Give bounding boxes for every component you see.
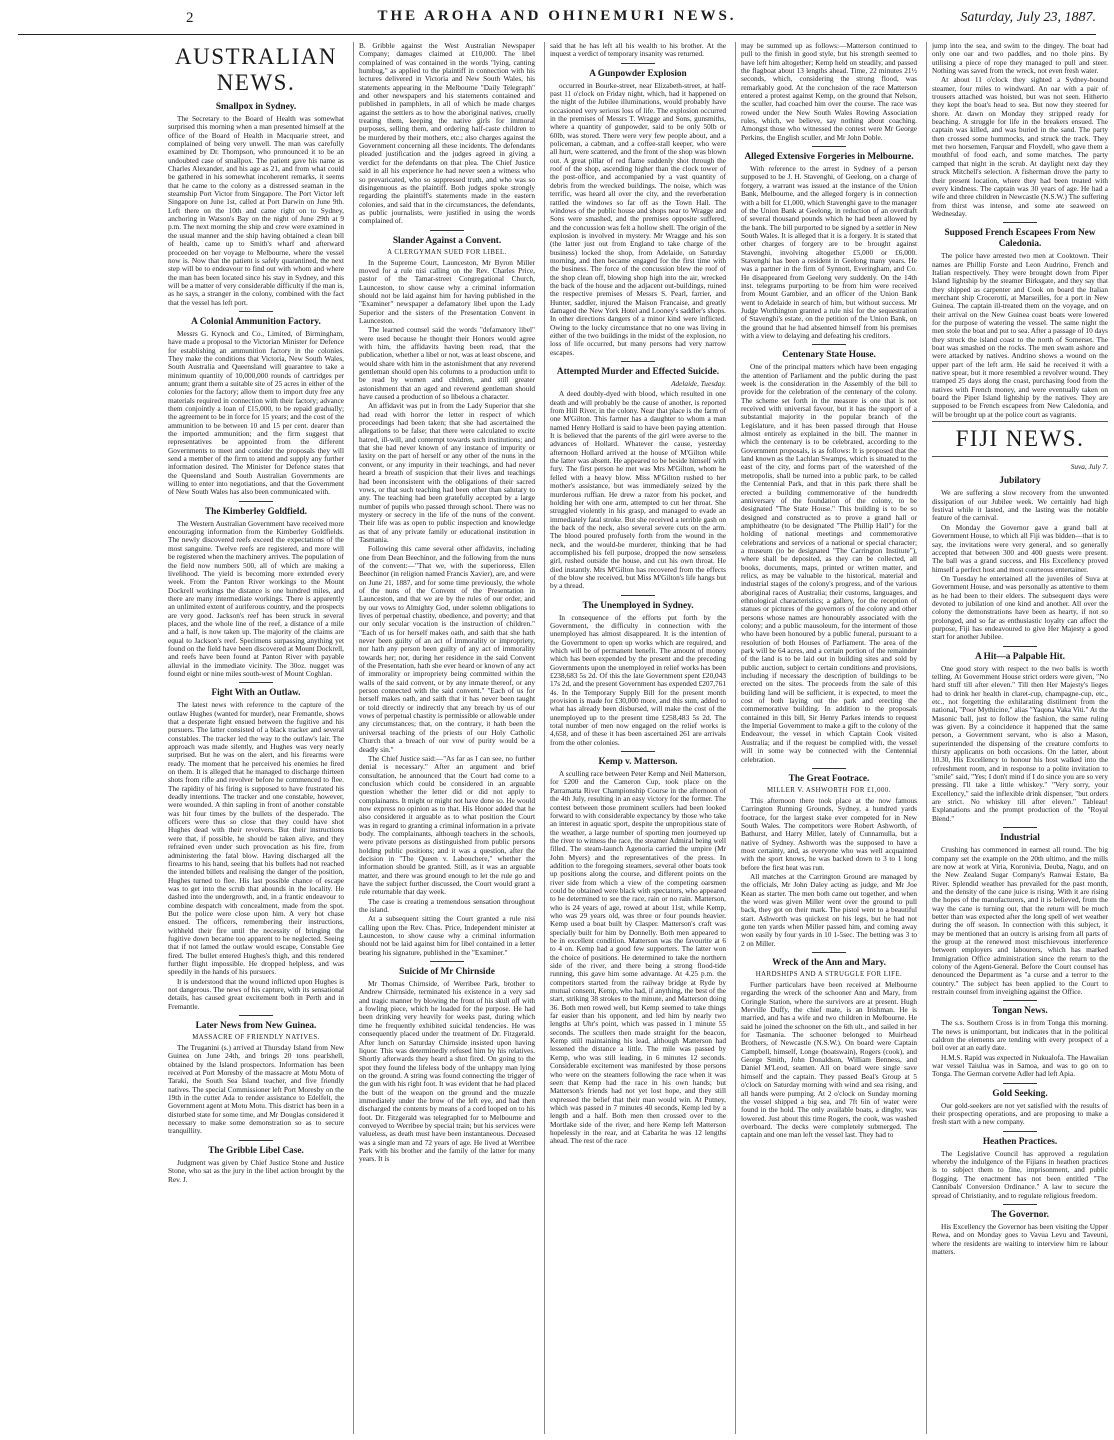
- column-1: [168, 42, 344, 1434]
- column-rule: [926, 42, 927, 1434]
- article-headline: Jubilatory: [999, 476, 1041, 487]
- article-paragraph: The Truganini (s.) arrived at Thursday Island from New Guinea on June 24th, and brings 20 tons pearlshell, obtained by the Island prospectors. Information has been received at Port Moresby of the massacre at Motu Motu of Taraki, the South Sea Island teacher, and five friendly natives. The special Commissioner left Port Moresby on the 19th in the cutter Ada to render assistance to Edelfelt, the Government agent at Motu Motu. This district has been in a disturbed state for some time, and Mr Douglas considered it necessary to make some demonstration so as to secure tranquillity.: [168, 1043, 344, 1136]
- article-subheadline: MILLER V. ASHWORTH FOR £1,000.: [766, 786, 892, 794]
- article-headline: Suicide of Mr Chirnside: [399, 967, 495, 978]
- article-paragraph: The Chief Justice said:—"As far as I can see, no further denial is necessary." After an argument and brief consultation, he announced that the Court had come to a conclusion which could be considered in an arguable question whether the letter did or did not apply to complainants. It might or might not have done so. He would now express no opinion as to that. His Honor added that he also considered it arguable as to what position the Court was in regard to granting a criminal information in a private body. The complainants, although teachers in the schools, were private persons as distinguished from public persons holding public positions; and it was a question, after the decision in "The Queen v. Labouchere," whether the information should be granted. Still, as it was an arguable matter, and there was ground enough to let the rule go and have the subject further discussed, the Court would grant a rule returnable that day week.: [359, 753, 535, 897]
- article-paragraph: B. Gribble against the West Australian Newspaper Company; damages claimed at £10,000. The libel complained of was contained in the words "lying, canting humbug," as applied to the plaintiff in connection with his lectures delivered in Victoria and New South Wales, his statements appearing in the Melbourne "Daily Telegraph" and other newspapers and his statements contained and published in pamphlets, in all of which he made charges against the settlers as to how the aboriginal natives, cruelly treating them, keeping the native girls for immoral purposes, selling them, and ordering half-caste children to be murdered by their mothers, etc.; also charges against the Government concerning all these incidents. The defendants pleaded justification and the judges agreed in giving a verdict for the defendants on that plea. The Chief Justice said in all his experience he had never seen a witness who so prevaricated, who so suppressed truth, and who was so disingenuous as the plaintiff. Both judges spoke strongly regarding the plaintiff's statements made in the eastern colonies, and said that in the circumstances, the defendants, as public journalists, were justified in using the words complained of.: [359, 42, 535, 226]
- column-4: [741, 42, 917, 1434]
- article-divider: [1003, 646, 1037, 647]
- article-paragraph: The case is creating a tremendous sensation throughout the island.: [359, 896, 535, 915]
- article-paragraph: It is understood that the wound inflicted upon Hughes is not dangerous. The news of his capture, with its sensational details, has caused great excitement both in Perth and in Fremantle.: [168, 976, 344, 1011]
- article-divider: [239, 1015, 273, 1016]
- article-divider: [621, 361, 655, 362]
- article-headline: Fight With an Outlaw.: [211, 688, 301, 699]
- article-paragraph: At a subsequent sitting the Court granted a rule nisi calling upon the Rev. Chas. Price, Independent minister at Launceston, to show cause why a criminal information should not be laid against him for libel contained in a letter bearing his signature, published in the "Examiner.": [359, 914, 535, 957]
- article-paragraph: In consequence of the efforts put forth by the Government, the difficulty in connection with the unemployed has almost disappeared. It is the intention of the Government to open up works which are required, and which will be of permanent benefit. The amount of money which has been expended by the present and the preceding Governments upon the unemployed in relief works has been £238,683 5s 2d. Of this the late Government spent £20,043 17s 2d, and the present Government has expended £207,761 4s. In the Temporary Supply Bill for the present month provision is made for £30,000 more, and this sum, added to what has already been disbursed, will make the cost of the unemployed up to the present time £258,483 5s 2d. The total number of men now engaged on the relief works is 4,658, and of these it has been ascertained 261 are arrivals from the other colonies.: [550, 612, 726, 747]
- article-headline: Gold Seeking.: [992, 1088, 1048, 1099]
- article-paragraph: The latest news with reference to the capture of the outlaw Hughes (wanted for murder), near Fremantle, shows that a desperate fight ensued between the fugitive and his pursuers. The latter consisted of a black tracker and several constables. The tracker led the way to the outlaw's lair. The approach was made silently, and Hughes was very nearly surprised. But he was on the alert, and his firearms were ready. The moment that he perceived his enemies he fired on them. It is alleged that he managed to discharge thirteen shots from rifle and revolver before he commenced to flee. The rapidity of his firing is supposed to have frustrated his deadly intentions. The tracker and one constable, however, were wounded. A thin sapling in front of another constable was hit four times by the bullets of the desperado. The officers were thus so close that they could have shot Hughes dead with their revolvers. But their instructions were that, if possible, he should be taken alive, and they refrained even under such provocation as his fire, from administering the fatal blow. Having discharged all the firearms to his hand, seeing that his bullets had not reached the intended billets and realising the danger of the position, Hughes turned to flee. His last possible chance of escape was to get into the scrub that abounds in the locality. He dashed into the undergrowth, and, in a frantic endeavour to combine despatch with concealment, made from the spot. But the police were close upon him. A very hot chase ensued. The officers, remembering their instructions, withheld their fire until the necessity of bringing the fugitive down became too apparent to be neglected. Seeing that if not lamed the outlaw would escape, Constable Gee fired. The bullet entered Hughes's thigh, and this rendered further flight impossible. He dropped helpless, and was speedily in the hands of his pursuers.: [168, 700, 344, 977]
- article-divider: [621, 63, 655, 64]
- article-headline: Alleged Extensive Forgeries in Melbourne.: [744, 152, 914, 163]
- article-divider: [1003, 1131, 1037, 1132]
- article-headline: The Kimberley Goldfield.: [204, 506, 307, 517]
- article-divider: [239, 311, 273, 312]
- article-divider: [239, 682, 273, 683]
- dateline: Adelaide, Tuesday.: [671, 379, 726, 389]
- article-divider: [1003, 827, 1037, 828]
- article-paragraph: An affidavit was put in from the Lady Superior that she had read with horror the letter in respect of which proceedings had been taken; that she had ascertained the allegations to be false; that there were calculated to excite hatred, ill-will, and contempt towards such institutions; and that she had never known of any instance of impurity or laxity on the part of herself or any other of the nuns in the convent, or any impurity in their teachings, and had never heard a breath of suspicion that their lives and teachings had been inconsistent with the obligations of their sacred vows, or that such teaching had been other than salutary to any. The teaching had been gratefully accepted by a large number of pupils who passed through school. There was no mystery or secrecy in the life of the nuns of the convent. Their life was as open to public inspection and knowledge as that of any private family or educational institution in Tasmania.: [359, 401, 535, 544]
- article-paragraph: The Secretary to the Board of Health was somewhat surprised this morning when a man presented himself at the office of the Board of Health in Macquarie street, and complained of being very unwell. The man was carefully examined by Dr. Thompson, who pronounced it to be an undoubted case of smallpox. The patient gave his name as Charles Alexander, and his age as 21, and from what could be gathered in his somewhat incoherent remarks, it seems that he came to the colony as a distressed seaman in the steamship Port Victor from Singapore. The Port Victor left Singapore on June 1st, called at Port Darwin on June 9th. Left there on the 10th and came right on to Sydney, anchoring in Watson's Bay on the night of June 29th at 9 p.m. The next morning the ship and crew were examined in the usual manner and the ship having obtained a clean bill of health, came up to Smith's wharf and afterward proceeded on her voyage to Melbourne, where the vessel now is. Now that the patient is safely quarantined, the next step will be to endeavour to find out with whom and where the man has been located since his stay in Sydney, and this will be a matter of very considerable difficulty if the man is, as he says, a stranger in the colony, combined with the fact that the vessel has left port.: [168, 114, 344, 307]
- article-divider: [239, 501, 273, 502]
- article-divider: [1003, 222, 1037, 223]
- article-paragraph: Crushing has commenced in earnest all round. The big company set the example on the 20th ultimo, and the mills are now at work at Viria, Koronivia, Deuba, Nagu, and on the New Zealand Sugar Company's Ranwai Estate, Ba River. Splendid weather has prevailed for the past month, and the density of the cane juice is rising. With it are rising the hopes of the manufacturers, and it is believed, from the way the cane is turning out, that the return will be much better than was expected after the long spell of wet weather during the off season. In connection with this subject, it may be mentioned that an outcry is arising from all parts of the group at the renewed most mischievous interference between employers and labourers, which has marked Immigration Office administration since the return to the colony of the Agent-General. Before the Court counsel has denounced the Department as "a curse and a terror to the country." The subject has been applied to the Court to restrain counsel from inveighing against the Office.: [932, 845, 1108, 996]
- column-rule: [353, 42, 354, 1434]
- article-paragraph: One good story with respect to the two balls is worth telling. At Government House strict orders were given, "No hard stuff till after eleven." Till then Her Majesty's lieges had to drink her health in claret-cup, champagne-cup, etc., etc., not forgetting the exhilarating distilment from the national, "Poor Mythicine," alias "Yaqona Vaka Viti." At the Masonic ball, just to follow the fashion, the same ruling was given. By a coincidence it happened that the same person, a Government servant, who is also a Mason, superintended the dispensing of the creature comforts to thirsty applicants on both occasions. On the latter, about 10.30, His Excellency to honour his host walked into the refreshment room, and in response to a polite invitation to "smile" said, "Yes; I don't mind if I do since you are so very pressing. I'll take a little whiskey." "Very sorry, your Excellency," said the inflexible drink dispenser, "but orders are strict. No whiskey till after eleven." Tableau! Explanations and the prompt production of the "Royal Blend.": [932, 663, 1108, 823]
- column-rule: [735, 42, 736, 1434]
- article-divider: [621, 751, 655, 752]
- article-subheadline: HARDSHIPS AND A STRUGGLE FOR LIFE.: [755, 971, 903, 979]
- article-divider: [812, 146, 846, 147]
- article-divider: [812, 344, 846, 345]
- article-headline: The Governor.: [990, 1209, 1050, 1220]
- article-paragraph: A deed doubly-dyed with blood, which resulted in one death and will probably be the cause of another, is reported from Hill River, in the colony. Near that place is the farm of one M'Gilton. This farmer has a daughter to whom a man named Henry Hollard is said to have been paying attention. It is believed that the parents of the girl were averse to the advances of Hollard. Whatever the cause, yesterday afternoon Hollard arrived at the house of M'Gilton while the latter was absent. He appeared to be beside himself with fury. The first person he met was Mrs M'Gilton, whom he felled with a heavy blow. Miss M'Gilton rushed to her mother's assistance, but was immediately seized by the murderous ruffian. He drew a razor from his pocket, and holding her with one arm, attempted to cut her throat. She struggled violently in his grasp, and managed to evade an immediately fatal stroke. But she received a terrible gash on the back of the neck, also several severe cuts on the arm. The blood poured profusely forth from the wound in the neck, and the would-be murderer, thinking that he had accomplished his fell purpose, dropped the now senseless girl, rushed outside the house, and cut his own throat. He died instantly. Mrs M'Gilton has recovered from the effects of the blow she received, but Miss M'Gilton's life hangs but by a thread.: [550, 389, 726, 591]
- article-divider: [430, 961, 464, 962]
- article-headline: A Colonial Ammunition Factory.: [191, 316, 321, 327]
- article-paragraph: On Monday the Governor gave a grand ball at Government House, to which all Fiji was bidden—that is to say, the invitations were very general, and so generally accepted that between 300 and 400 guests were present. The ball was a grand success, and His Excellency proved himself a perfect host and most courteous entertainer.: [932, 522, 1108, 574]
- article-headline: Centenary State House.: [782, 350, 876, 361]
- section-heading: FIJI NEWS.: [932, 421, 1108, 457]
- page-number: 2: [186, 10, 194, 26]
- article-divider: [239, 1140, 273, 1141]
- column-3: [550, 42, 726, 1434]
- article-paragraph: On Tuesday he entertained all the juveniles of Suva at Government House, and was personally as attentive to them as he had been to their elders. The subsequent days were devoted to jubilation of one kind and another. All over the colony the demonstrations have been as hearty, if not so prolonged, and so far as enthusiastic loyalty can affect the purpose, Fiji has endeavoured to give Her Majesty a good start for another Jubilee.: [932, 573, 1108, 642]
- article-headline: The Great Footrace.: [788, 773, 870, 784]
- article-divider: [812, 952, 846, 953]
- article-headline: Slander Against a Convent.: [392, 235, 502, 246]
- article-divider: [430, 230, 464, 231]
- article-paragraph: We are suffering a slow recovery from the unwonted dissipation of our Jubilee week. We certainly had high festival while it lasted, and the lasting was the notable feature of the carnival.: [932, 488, 1108, 523]
- issue-date: Saturday, July 23, 1887.: [960, 10, 1096, 25]
- article-paragraph: In the Supreme Court, Launceston, Mr Byron Miller moved for a rule nisi calling on the Rev. Charles Price, pastor of the Tamar-street Congregational Church, Launceston, to show cause why a criminal information should not be laid against him for having published in the "Examiner" newspaper a defamatory libel upon the Lady Superior and the sisters of the Presentation Convent in Launceston.: [359, 257, 535, 325]
- article-headline: Smallpox in Sydney.: [215, 102, 297, 112]
- article-paragraph: Judgment was given by Chief Justice Stone and Justice Stone, who sat as the jury in the libel action brought by the Rev. J.: [168, 1157, 344, 1184]
- article-paragraph: The learned counsel said the words "defamatory libel" were used because he thought their Honors would agree with him, the affidavits having been read, that the publication, whether a libel or not, was at least obscene, and would share with him in the astonishment that any reverend gentleman should open his columns to a production unfit to be read by women and children, and still greater astonishment that an aged and reverend gentleman should have caused a production of so libelous a character.: [359, 325, 535, 402]
- article-subheadline: MASSACRE OF FRIENDLY NATIVES.: [192, 1034, 320, 1042]
- newspaper-columns: [168, 42, 1106, 1434]
- column-2: [359, 42, 535, 1434]
- article-paragraph: The Legislative Council has approved a regulation whereby the indulgence of the Fijians in heathen practices is to subject them to fine, imprisonment, and public flogging. The enactment has not been entitled "The Cannibals' Conversion Ordinance." A law to secure the spread of Christianity, and to regulate religious freedom.: [932, 1148, 1108, 1200]
- article-headline: Tongan News.: [992, 1006, 1048, 1017]
- article-paragraph: may be summed up as follows:—Matterson continued to pull to the finish in good style, but his strength seemed to have left him altogether; Kemp held on steadily, and passed the flagboat about 13 lengths ahead. Time, 22 minutes 21½ seconds, which, considering the strong flood, was remarkably good. At the conclusion of the race Matterson entered a protest against Kemp, on the ground that Nelson, the sculler, had coached him over the course. The race was rowed under the New South Wales Rowing Association rules, which, we believe, say nothing about coaching. Amongst those who witnessed the contest were Mr George Perkins, the English sculler, and Mr John Doble.: [741, 42, 917, 142]
- article-paragraph: Following this came several other affidavits, including one from Dean Beechinor, and the following from the nuns of the convent:—"That we, with the superioress, Ellen Beechinor (in religion named Francis Xavier), are, and were on June 21, 1887, and for some time previously, the whole of the nuns of the Convent of the Presentation in Launceston, and that we are by the rules of our order, and by our vows to Almighty God, under solemn obligations to lives of perpetual chastity, obedience, and poverty; and that our only secular vocation is the instruction of children." "Each of us for herself makes oath, and saith that she hath never been guilty of an act of immorality or impropriety, nor hath any person been guilty of any act of immorality towards her; nor, during her residence in the said Convent of the Presentation, hath she ever heard or known of any act of immorality or impropriety being committed within the walls of the said convent, or by any inmate thereof, or any person connected with the said convent." "Each of us for herself makes oath, and saith that it has never been taught or told directly or indirectly that any breach by us of our vows of perpetual chastity is permissible or allowable under any circumstances; that, on the contrary, it hath been the universal teaching of the priests of our Holy Catholic Church that a breach of our vow of purity would be a deadly sin.": [359, 544, 535, 754]
- article-headline: Heathen Practices.: [982, 1136, 1058, 1147]
- article-paragraph: His Excellency the Governor has been visiting the Upper Rewa, and on Monday goes to Vavua Levu and Taveuni, where the residents are waiting to interview him re labour matters.: [932, 1221, 1108, 1256]
- article-headline: Later News from New Guinea.: [195, 1021, 317, 1032]
- article-divider: [1003, 1083, 1037, 1084]
- article-headline: A Gunpowder Explosion: [589, 68, 687, 79]
- article-paragraph: jump into the sea, and swim to the dingey. The boat had only one oar and two paddles, and no thole pins. By utilising a piece of rope they managed to pull and steer. Nothing was saved from the wreck, not even fresh water.: [932, 42, 1108, 76]
- article-paragraph: Our gold-seekers are not yet satisfied with the results of their prospecting operations, and are proposing to make a fresh start with a new company.: [932, 1100, 1108, 1127]
- article-paragraph: One of the principal matters which have been engaging the attention of Parliament and the public during the past week is the consideration in the Assembly of the bill to provide for the celebration of the centenary of the colony. The scheme set forth in the measure is one that is not received with universal favour, but it has the support of a substantial majority in the popular branch of the Legislature, and it has been passed through that House almost entirely as explained in the bill. The manner in which the centenary is to be celebrated, according to the Government proposals, is as follows: It is proposed that the land known as the Lachlan Swamps, which is situated to the east of the city, and forms part of the watershed of the metropolis, shall be turned into a public park, to be called the Centennial Park, and that in this park there shall be erected a building commemorative of the hundredth anniversary of the foundation of the colony, to be designated "The State House." This building is to be so designed and constructed as to prove a grand hall or amphitheatre (to be designated "The Phillip Hall") for the holding of national meetings and commemorative celebrations and services of a national or special character; a museum (to be designated "The Carrington Institute"), where shall be deposited, as they can be collected, all books, documents, maps, printed or written matter, and relics, as may be valuable to the historical, material and industrial stages of the colony's progress, and of the various aboriginal races of Australia; their customs, languages, and ethnological characteristics; a gallery, for the reception of statues or pictures of the governors of the colony and other persons whose names are honourably associated with the colony; and a public mausoleum, for the interment of those who have been honoured by a public funeral, pursuant to a resolution of both Houses of Parliament. The area of the park will be 64 acres, and a certain portion of the remainder of the land is to be laid out in building sites and sold by public auction, subject to certain conditions and provisions, including if necessary the description of buildings to be erected on the sites. The proceeds from the sale of this building land will be sufficient, it is expected, to meet the cost of both laying out the park and erecting the commemorative building. In addition to the proposals contained in this bill, Sir Henry Parkes intends to request the Imperial Government to make a gift to the colony of the Endeavour, the vessel in which Captain Cook visited Australia; and if the request be complied with, the vessel will in some way be connected with the Centennial celebration.: [741, 362, 917, 764]
- article-divider: [621, 595, 655, 596]
- article-paragraph: This afternoon there took place at the now famous Carrington Running Grounds, Sydney, a hundred yards footrace, for the largest stake ever competed for in New South Wales. The competitors were Robert Ashworth, of Bathurst, and Harry Miller, lately of Cunnamulla, but a native of Sydney. Ashworth was the supposed to have a most certainty, and, as everyone who was well acquainted with the sport knows, he was backed down to 3 to 1 long before the first heat was run.: [741, 795, 917, 872]
- newspaper-title: THE AROHA AND OHINEMURI NEWS.: [377, 8, 737, 24]
- article-paragraph: H.M.S. Rapid was expected in Nukualofa. The Hawaiian war vessel Taiulua was in Samoa, and was to go on to Tonga. The German corvette Adler had left Apia.: [932, 1052, 1108, 1079]
- dateline: Suva, July 7.: [1070, 462, 1108, 472]
- article-paragraph: Mr Thomas Chirnside, of Werribee Park, brother to Andrew Chirnside, terminated his existence in a very sad and tragic manner by blowing the front of his skull off with a fowling piece, which he loaded for the purpose. He had been drinking very heavily for weeks past, during which time he frequently exhibited suicidal tendencies. He was consequently placed under the treatment of Dr. Fitzgerald. After lunch on Saturday Chirnside insisted upon having liquor. This was determinedly refused him by his relatives. Shortly afterwards they heard a shot fired. On going to the spot they found the lifeless body of the unhappy man lying on the ground. A string was found connecting the trigger of the gun with his right foot. It was evident that he had placed the butt of the weapon on the ground and the muzzle immediately under the brow of the left eye, and had then discharged the contents by means of a cord looped on to his foot. Dr. Fitzgerald was telegraphed for to Melbourne and conveyed to Werribee by special train; but his services were valueless, as death must have been instantaneous. Deceased was a single man and 72 years of age. He lived at Werribee Park with his brother and the family of the latter for many years. It is: [359, 979, 535, 1164]
- column-rule: [544, 42, 545, 1434]
- article-paragraph: said that he has left all his wealth to his brother. At the inquest a verdict of temporary insanity was returned.: [550, 42, 726, 59]
- article-paragraph: The police have arrested two men at Cooktown. Their names are Phillip Forste and Leon Audrino, French and Italian respectively. They were brought down from Piper Island lightship by the steamer Birksgate, and they say that they shipped as carpenter and Cook on board the Italian merchant ship Crocerotti, at Marseilles, for a port in New Guinea. The captain ill-treated them on the voyage, and on their arrival on the New Guinea coast boats were lowered for the purpose of watering the vessel. The same night the men stole the boat and put to sea. After a passage of 10 days they struck the island coast to the north of Somerset. The boat was smashed on the rocks. The men swam ashore and were attacked by natives. Andrino shows a wound on the upper part of the left arm. He said he received it with a native spear, but it more resembled a revolver wound. They tramped 25 days along the coast, purchasing food from the natives with French money, and were eventually taken on board the Piper Island lightship by the natives. They are supposed to be French escapees from New Caledonia, and will be brought up at the police court as vagrants.: [932, 251, 1108, 419]
- article-paragraph: The Western Australian Government have received more encouraging information from the Kimberley Goldfields. The newly discovered reefs exceed the expectations of the most sanguine. Twelve reefs are registered, and more will be registered when the machinery arrives. The population of the field now numbers 500, all of which are making a livelihood. The yield is becoming more extended every week. From the Panton River workings to the Mount Dockrell workings the distance is one hundred miles, and there are many intermediate workings. There is apparently an unlimited extent of auriferous country, and the prospects are very good. Jackson's reef has been struck in several places, and the whole line of the reef, a distance of a mile and a half, is now taken up. The majority of the claims are equal to Jackson's reef. Specimens surpassing anything yet found on the field have been discovered at Mount Dockrell, and reefs have been found at Panton River with payable alluvial in the immediate vicinity. The 30oz. nugget was found eight or nine miles south-west of Mount Coghlan.: [168, 518, 344, 678]
- article-headline: Supposed French Escapees From New Caledonia.: [944, 228, 1096, 250]
- article-headline: Attempted Murder and Effected Suicide.: [556, 367, 720, 378]
- article-paragraph: occurred in Bourke-street, near Elizabeth-street, at half-past 11 o'clock on Friday night, which, had it happened on the night of the Jubilee illuminations, would probably have occasioned very serious loss of life. The explosion occurred in the premises of Messrs T. Wragge and Sons, gunsmiths, where a quantity of gunpowder, said to be only 50lb or 60lb, was stored. There were very few people about, and a policeman, a cabman, and a coffee-stall keeper, who were all hurt, were scattered, and the front of the shop was blown out. A great pillar of red flame suddenly shot through the roof of the shop, ascending higher than the clock tower of the post-office, and accompanied by a vast quantity of debris from the wrecked buildings. The noise, which was terrific, was heard all over the city, and the reverberation rattled the windows so far off as the Town Hall. The windows of the public house and shops near to Wragge and Sons were smashed, and the premises opposite suffered, and the concussion was felt a hollow shell. The origin of the explosion is involved in mystery. Mr Wragge and his son (the latter just out from England to take charge of the business) locked the shop, from Adelaide, on Saturday morning, and then became engaged for the first time with the business. The force of the concussion blew the roof of the shop clean off, blowing shop high into the air, wrecked the back of the house and the adjacent out-buildings, ruined the respective premises of Messrs S. Pearl, farrier, and Hunter, saddler, injured the Maison Francaise, and greatly damaged the New York Hotel and Looney's saddler's shops. In other directions dangers of a minor kind were inflicted. Owing to the lucky circumstance that no one was living in either of the two buildings in the midst of the explosion, no loss of life occurred, but many persons had very narrow escapes.: [550, 80, 726, 357]
- article-headline: Kemp v. Matterson.: [598, 757, 678, 768]
- article-headline: Wreck of the Ann and Mary.: [772, 958, 886, 969]
- article-paragraph: Messrs G. Kynock and Co., Limited, of Birmingham, have made a proposal to the Victorian Minister for Defence for establishing an ammunition factory in the colonies. They make the conditions that Victoria, New South Wales, South Australia and Queensland will guarantee to take a minimum quantity of 10,000,000 rounds of cartridges per annum; grant them a suitable site of 25 acres in either of the colonies for the factory; allow them to import duty free any materials required in connection with their factory; advance them conjointly a loan of £15,000, to be repaid gradually; the agreement to be in force for 15 years; and the cost of the ammunition to be between 10 and 15 per cent. dearer than the imported ammunition; and the firm suggest that representatives be appointed from the different Governments to meet and consider the proposals they will send a member of the firm to attend and supply any further information desired. The Minister for Defence states that the Queensland and South Australian Governments are willing to enter into negotiations, and that the Government of New South Wales has also been communicated with.: [168, 328, 344, 497]
- article-headline: Industrial: [1000, 833, 1040, 844]
- article-subheadline: A CLERGYMAN SUED FOR LIBEL.: [387, 248, 507, 256]
- section-heading: AUSTRALIAN NEWS.: [175, 44, 337, 95]
- article-paragraph: At about 11 o'clock they sighted a Sydney-bound steamer, four miles to windward. An oar with a pair of trousers attached was hoisted, but was not seen. Hitherto they kept the boat's head to sea. But now they steered for shore. At dawn on Monday they stripped ready for beaching. A struggle for life in the breakers ensued. The captain was killed, and was buried in the sand. The party then crossed some hummocks, and struck the track. They met two horsemen, Farquar and Floydell, who gave them a mouthful of food each, and some matches. The party camped that night in the scrub. At daylight next day they struck Mitchell's selection. A fisherman drove the party to their present location, where they had been treated with every kindness. The captain was 30 years of age. He had a wife and three children in Newcastle (N.S.W.) The suffering from thirst was intense, and some ate seaweed on Wednesday.: [932, 75, 1108, 218]
- article-paragraph: All matches at the Carrington Ground are managed by the officials, Mr John Daley acting as judge, and Mr Joe Kean as starter. The men both came out together, and when the word was given Miller went over the ground to pull back, they got on their mark. The pistol went to a beautiful start. Ashworth was quickest on his legs, but he had not gone ten yards when Miller passed him, and coming away won easily by four yards in 10 1-5sec. The betting was 3 to 2 on Miller.: [741, 871, 917, 948]
- article-divider: [812, 768, 846, 769]
- article-paragraph: Further particulars have been received at Melbourne regarding the wreck of the schooner Ann and Mary, from Coringle Station, where the survivors are at present. Hugh Merville Duffy, the chief mate, is an Irishman. He is married, and has a wife and two children in Melbourne. He said he joined the schooner on the 6th ult., and sailed in her for Tasmania. The schooner belonged to Muirhead Brothers, of Newcastle (N.S.W.). On board were Captain Campbell, himself, Longe (boatswain), Rogers (cook), and George Smith, John Donaldson, William Benness, and Daniel M'Leod, seamen. All on board were single save himself and the captain. They passed Beal's Group at 5 o'clock on Saturday morning with wind and sea rising, and all hands were pumping. At 2 o'clock on Sunday morning the vessel shipped a big sea, and 7ft 6in of water were found in the hold. The only available boats, a dinghy, was lowered. Just about this time Rogers, the cook, was washed overboard. The decks were completely submerged. The captain and one man left the vessel last. They had to: [741, 980, 917, 1140]
- article-headline: A Hit—a Palpable Hit.: [975, 651, 1065, 662]
- column-5: [932, 42, 1108, 1434]
- article-divider: [1003, 1000, 1037, 1001]
- article-headline: The Gribble Libel Case.: [208, 1145, 304, 1156]
- article-paragraph: A sculling race between Peter Kemp and Neil Matterson, for £200 and the Cameron Cup, took place on the Parramatta River Championship Course in the afternoon of the 4th July, resulting in an easy victory for the former. The contest between those prominent scullers had been looked forward to with considerable expectancy by those who take an interest in aquatic sport, despite the unpropitious state of the weather, a large number of sporting men journeyed up the river to witness the race, the steamer Admiral being well filled. The steam-launch Agenoria carried the umpire (Mr John Myers) and the representatives of the press. In addition to the foregoing steamers, several other boats took up positions along the course, and different points on the river side from which a view of the competing oarsmen could be obtained were black with spectators, who appeared to be determined to see the race, rain or no rain. Matterson, who is 24 years of age, rowed at about 11st, while Kemp, who was 29 years old, was three or four pounds heavier. Kemp used a boat built by Clasper. Matterson's craft was specially built for him by Donnelly. Both men appeared to be in excellent condition. Matterson was the favourite at 6 to 4 on. Kemp had a good few supporters. The latter won the choice of positions. He determined to take the northern side of the river, and there being a strong flood-tide running, this gave him some advantage. At 4.25 p.m. the competitors started from the railway bridge at Ryde by mutual consent, Kemp, who had, if anything, the best of the start, striking 38 strokes to the minute, and Matterson doing 36. Both men rowed well, but Kemp seemed to take things far easier than his opponent, and led him by nearly two lengths at Uhr's point, which was passed in 1 minute 55 seconds. The scullers then made straight for the beacon, Kemp still maintaining his lead, although Matterson had lessened the distance a little. The mile was passed by Kemp, who was still leading, in 6 minutes 12 seconds. Considerable excitement was manifested by those persons who were on the steamers following the race when it was seen that Kemp had the race in his own hands; but Matterson's friends had not yet lost hope, and they still expressed the belief that their man would win. At Putney, which was passed in 7 minutes 40 seconds, Kemp led by a length and a half. Both men then crossed over to the Mortlake side of the river, and here Kemp left Matterson hopelessly in the rear, and at Cabarita he was 12 lengths ahead. The rest of the race: [550, 769, 726, 1146]
- article-headline: The Unemployed in Sydney.: [582, 600, 694, 611]
- masthead: [18, 4, 1096, 35]
- article-paragraph: With reference to the arrest in Sydney of a person supposed to be J. H. Stavenghi, of Geelong, on a charge of forgery, a warrant was issued at the instance of the Union Bank, Melbourne, and the alleged forgery is in connection with a bill for £1,000, which Stavenghi gave to the manager of the Union Bank at Geelong, in reduction of an overdraft of several thousand pounds which he had been allowed by the bank. The bill purported to be signed by a settler in New South Wales. It is alleged that it is a forgery. It is stated that other charges of forgery are to be brought against Stavenghi, involving altogether £5,000 or £6,000. Stavenghi has been a resident in Geelong many years. He was a partner in the firm of Synnott, Everingham, and Co. He disappeared from Geelong very suddenly. On the 14th inst. telegrams purporting to be from him were received from Mount Gambier, and an officer of the Union Bank went to Adelaide in search of him, but without success. Mr Judge Worthington granted a rule nisi for the sequestration of Stavenghi's estate, on the petition of the Union Bank, on the ground that he had absented himself from his premises with a view to delaying and defeating his creditors.: [741, 164, 917, 340]
- article-divider: [1003, 1204, 1037, 1205]
- article-paragraph: The s.s. Southern Cross is in from Tonga this morning. The news is unimportant, but indicates that in the political caldron the elements are tending with every prospect of a boil over at an early date.: [932, 1018, 1108, 1053]
